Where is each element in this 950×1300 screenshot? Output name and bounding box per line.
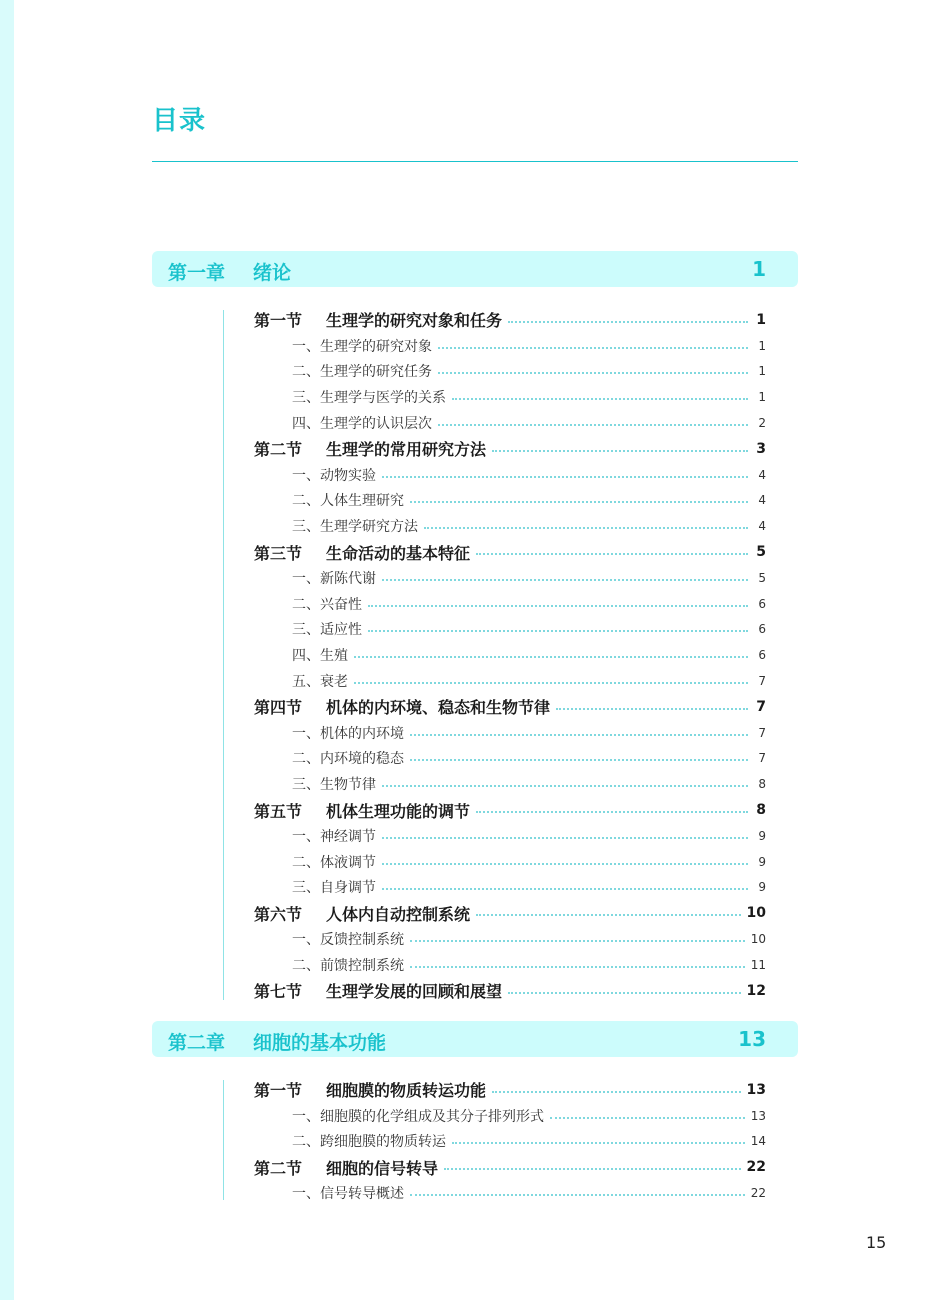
toc-item-row[interactable] bbox=[254, 591, 766, 617]
item-title: 三、生理学研究方法 bbox=[292, 519, 418, 536]
page-ref: 9 bbox=[758, 880, 766, 895]
section-label: 第五节 bbox=[254, 801, 303, 821]
section-title: 人体内自动控制系统 bbox=[326, 904, 471, 924]
page-ref: 7 bbox=[758, 674, 766, 689]
page-ref: 7 bbox=[758, 725, 766, 740]
chapter-page: 1 bbox=[752, 257, 766, 281]
section-label: 第七节 bbox=[254, 982, 303, 1002]
chapter-name: 细胞的基本功能 bbox=[253, 1032, 387, 1054]
dot-leader bbox=[382, 888, 748, 890]
dot-leader bbox=[492, 450, 748, 452]
section-label: 第三节 bbox=[254, 543, 303, 563]
toc-section-row[interactable] bbox=[254, 797, 766, 823]
section-title: 生理学的研究对象和任务 bbox=[326, 311, 503, 331]
page-ref: 9 bbox=[758, 854, 766, 869]
chapter-label: 第二章 bbox=[168, 1032, 226, 1054]
toc-section-row[interactable] bbox=[254, 978, 766, 1004]
dot-leader bbox=[492, 1091, 741, 1093]
dot-leader bbox=[410, 501, 748, 503]
dot-leader bbox=[476, 914, 741, 916]
dot-leader bbox=[550, 1117, 745, 1119]
section-label: 第二节 bbox=[254, 1158, 303, 1178]
dot-leader bbox=[438, 424, 748, 426]
item-title: 四、生殖 bbox=[292, 648, 348, 665]
item-title: 二、人体生理研究 bbox=[292, 493, 404, 510]
item-title: 二、兴奋性 bbox=[292, 596, 362, 613]
toc-item-row[interactable] bbox=[254, 849, 766, 875]
section-label: 第四节 bbox=[254, 698, 303, 718]
item-title: 三、生理学与医学的关系 bbox=[292, 390, 446, 407]
toc-item-row[interactable] bbox=[254, 823, 766, 849]
title-divider bbox=[152, 161, 798, 162]
toc-item-row[interactable] bbox=[254, 359, 766, 385]
page-ref: 22 bbox=[750, 1186, 766, 1201]
toc-section-row[interactable] bbox=[254, 539, 766, 565]
dot-leader bbox=[438, 347, 748, 349]
toc-item-row[interactable] bbox=[254, 488, 766, 514]
page-ref: 13 bbox=[746, 1081, 766, 1098]
section-label: 第一节 bbox=[254, 311, 303, 331]
item-title: 二、内环境的稳态 bbox=[292, 751, 404, 768]
page-ref: 4 bbox=[758, 493, 766, 508]
page-ref: 14 bbox=[750, 1134, 766, 1149]
section-title: 生命活动的基本特征 bbox=[326, 543, 471, 563]
toc-item-row[interactable] bbox=[254, 617, 766, 643]
dot-leader bbox=[354, 656, 748, 658]
page-ref: 1 bbox=[758, 364, 766, 379]
dot-leader bbox=[354, 682, 748, 684]
toc-item-row[interactable] bbox=[254, 384, 766, 410]
page-ref: 22 bbox=[746, 1159, 766, 1176]
toc-item-row[interactable] bbox=[254, 565, 766, 591]
section-title: 机体生理功能的调节 bbox=[326, 801, 471, 821]
chapter-1-guide-line bbox=[223, 310, 224, 1000]
chapter-2-toc-list bbox=[254, 1077, 766, 1206]
toc-item-row[interactable] bbox=[254, 926, 766, 952]
toc-item-row[interactable] bbox=[254, 513, 766, 539]
page-ref: 1 bbox=[758, 390, 766, 405]
page-ref: 4 bbox=[758, 519, 766, 534]
item-title: 一、动物实验 bbox=[292, 467, 376, 484]
dot-leader bbox=[410, 966, 745, 968]
chapter-1-toc-list bbox=[254, 307, 766, 1004]
dot-leader bbox=[424, 527, 748, 529]
toc-item-row[interactable] bbox=[254, 1180, 766, 1206]
toc-section-row[interactable] bbox=[254, 436, 766, 462]
page-ref: 6 bbox=[758, 622, 766, 637]
page-ref: 8 bbox=[758, 777, 766, 792]
page-ref: 8 bbox=[756, 802, 766, 819]
page-ref: 7 bbox=[756, 698, 766, 715]
item-title: 四、生理学的认识层次 bbox=[292, 416, 432, 433]
left-color-strip bbox=[0, 0, 14, 1300]
dot-leader bbox=[410, 940, 745, 942]
toc-item-row[interactable] bbox=[254, 642, 766, 668]
toc-item-row[interactable] bbox=[254, 1103, 766, 1129]
item-title: 三、适应性 bbox=[292, 622, 362, 639]
page-ref: 4 bbox=[758, 467, 766, 482]
item-title: 二、跨细胞膜的物质转运 bbox=[292, 1134, 446, 1151]
page-ref: 10 bbox=[746, 905, 766, 922]
page-ref: 12 bbox=[746, 982, 766, 999]
item-title: 一、机体的内环境 bbox=[292, 725, 404, 742]
toc-section-row[interactable] bbox=[254, 307, 766, 333]
section-title: 机体的内环境、稳态和生物节律 bbox=[326, 698, 551, 718]
toc-item-row[interactable] bbox=[254, 462, 766, 488]
page-ref: 11 bbox=[750, 957, 766, 972]
section-label: 第二节 bbox=[254, 440, 303, 460]
dot-leader bbox=[508, 992, 741, 994]
item-title: 一、细胞膜的化学组成及其分子排列形式 bbox=[292, 1108, 544, 1125]
toc-section-row[interactable] bbox=[254, 900, 766, 926]
dot-leader bbox=[410, 759, 748, 761]
chapter-heading-2[interactable] bbox=[152, 1021, 798, 1057]
item-title: 五、衰老 bbox=[292, 674, 348, 691]
section-title: 生理学的常用研究方法 bbox=[326, 440, 487, 460]
toc-section-row[interactable] bbox=[254, 1154, 766, 1180]
item-title: 一、反馈控制系统 bbox=[292, 932, 404, 949]
section-title: 细胞的信号转导 bbox=[326, 1158, 439, 1178]
page-ref: 5 bbox=[756, 544, 766, 561]
item-title: 三、自身调节 bbox=[292, 880, 376, 897]
dot-leader bbox=[368, 605, 748, 607]
toc-item-row[interactable] bbox=[254, 1129, 766, 1155]
section-label: 第一节 bbox=[254, 1081, 303, 1101]
item-title: 一、生理学的研究对象 bbox=[292, 338, 432, 355]
chapter-name: 绪论 bbox=[253, 262, 292, 284]
chapter-label: 第一章 bbox=[168, 262, 226, 284]
dot-leader bbox=[452, 398, 748, 400]
toc-item-row[interactable] bbox=[254, 746, 766, 772]
dot-leader bbox=[382, 579, 748, 581]
page-ref: 9 bbox=[758, 828, 766, 843]
page-ref: 10 bbox=[750, 932, 766, 947]
toc-section-row[interactable] bbox=[254, 1077, 766, 1103]
toc-item-row[interactable] bbox=[254, 668, 766, 694]
chapter-heading-1[interactable] bbox=[152, 251, 798, 287]
dot-leader bbox=[476, 811, 748, 813]
item-title: 一、信号转导概述 bbox=[292, 1186, 404, 1203]
dot-leader bbox=[382, 863, 748, 865]
toc-item-row[interactable] bbox=[254, 875, 766, 901]
page-number: 15 bbox=[866, 1233, 887, 1252]
toc-item-row[interactable] bbox=[254, 771, 766, 797]
dot-leader bbox=[556, 708, 748, 710]
dot-leader bbox=[444, 1168, 741, 1170]
item-title: 二、前馈控制系统 bbox=[292, 957, 404, 974]
toc-item-row[interactable] bbox=[254, 333, 766, 359]
dot-leader bbox=[382, 476, 748, 478]
dot-leader bbox=[382, 837, 748, 839]
dot-leader bbox=[476, 553, 748, 555]
dot-leader bbox=[438, 372, 748, 374]
item-title: 二、体液调节 bbox=[292, 854, 376, 871]
dot-leader bbox=[452, 1142, 745, 1144]
page-ref: 1 bbox=[758, 338, 766, 353]
page-ref: 6 bbox=[758, 648, 766, 663]
toc-item-row[interactable] bbox=[254, 720, 766, 746]
dot-leader bbox=[508, 321, 748, 323]
item-title: 三、生物节律 bbox=[292, 777, 376, 794]
dot-leader bbox=[410, 1194, 745, 1196]
dot-leader bbox=[382, 785, 748, 787]
page-ref: 6 bbox=[758, 596, 766, 611]
chapter-page: 13 bbox=[738, 1027, 766, 1051]
item-title: 一、新陈代谢 bbox=[292, 570, 376, 587]
section-title: 细胞膜的物质转运功能 bbox=[326, 1081, 487, 1101]
page-ref: 1 bbox=[756, 311, 766, 328]
dot-leader bbox=[410, 734, 748, 736]
chapter-2-guide-line bbox=[223, 1080, 224, 1200]
toc-item-row[interactable] bbox=[254, 952, 766, 978]
page-ref: 3 bbox=[756, 440, 766, 457]
section-title: 生理学发展的回顾和展望 bbox=[326, 982, 503, 1002]
section-label: 第六节 bbox=[254, 904, 303, 924]
dot-leader bbox=[368, 630, 748, 632]
toc-item-row[interactable] bbox=[254, 410, 766, 436]
page-ref: 2 bbox=[758, 416, 766, 431]
page-ref: 5 bbox=[758, 570, 766, 585]
item-title: 一、神经调节 bbox=[292, 828, 376, 845]
page-title: 目录 bbox=[152, 106, 207, 136]
toc-section-row[interactable] bbox=[254, 694, 766, 720]
page-ref: 13 bbox=[750, 1108, 766, 1123]
page-ref: 7 bbox=[758, 751, 766, 766]
item-title: 二、生理学的研究任务 bbox=[292, 364, 432, 381]
